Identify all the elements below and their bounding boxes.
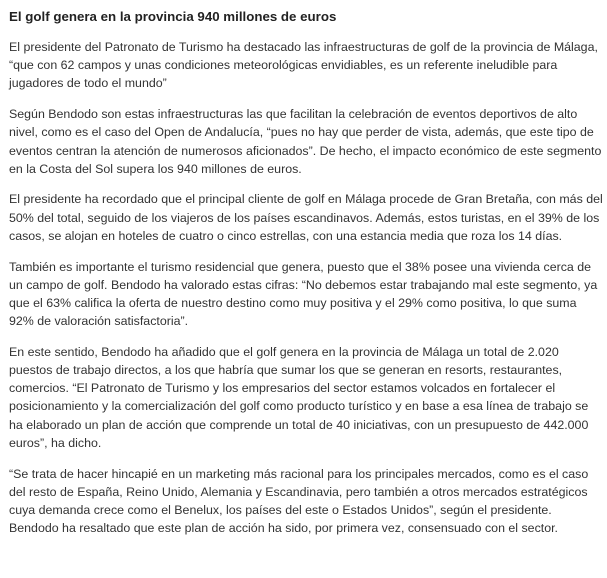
article-paragraph-4: También es importante el turismo residencial que genera, puesto que el 38% posee una vivienda cerca de un campo de golf. Bendodo ha valorado estas cifras: “No debemos estar trabajando mal este segmento, ya que el 63% califica la oferta de nuestro destino como muy positiva y el 29% como positiva, lo que suma 92% de valoración satisfactoria”. xyxy=(9,259,598,329)
article-paragraph-5: En este sentido, Bendodo ha añadido que el golf genera en la provincia de Málaga un total de 2.020 puestos de trabajo directos, a los que habría que sumar los que se generan en resorts, restaurantes, comercios. “El Patronato de Turismo y los empresarios del sector estamos volcados en fortalecer el posicionamiento y la comercialización del golf como producto turístico y en base a esa línea de trabajo se ha elaborado un plan de acción que comprende un total de 40 iniciativas, con un presupuesto de 442.000 euros”, ha dicho. xyxy=(9,344,589,450)
article-paragraph-3: El presidente ha recordado que el principal cliente de golf en Málaga procede de Gran Bretaña, con más del 50% del total, seguido de los viajeros de los países escandinavos. Además, estos turistas, en el 39% de los casos, se alojan en hoteles de cuatro o cinco estrellas, con una estancia media que roza los 14 días. xyxy=(9,192,603,243)
article xyxy=(9,8,603,550)
article-paragraph-2: Según Bendodo son estas infraestructuras las que facilitan la celebración de eventos deportivos de alto nivel, como es el caso del Open de Andalucía, “pues no hay que perder de vista, además, que este tipo de eventos centran la atención de numerosos aficionados”. De hecho, el impacto económico de este segmento en la Costa del Sol supera los 940 millones de euros. xyxy=(9,107,602,176)
article-paragraph-6: “Se trata de hacer hincapié en un marketing más racional para los principales mercados, como es el caso del resto de España, Reino Unido, Alemania y Escandinavia, pero también a otros mercados estratégicos cuya demanda crece como el Benelux, los países del este o Estados Unidos”, según el presidente. Bendodo ha resaltado que este plan de acción ha sido, por primera vez, consensuado con el sector. xyxy=(9,466,589,536)
article-title: El golf genera en la provincia 940 millones de euros xyxy=(9,9,337,24)
article-paragraph-1: El presidente del Patronato de Turismo ha destacado las infraestructuras de golf de la provincia de Málaga, “que con 62 campos y unas condiciones meteorológicas envidiables, es un referente ineludible para jugadores de todo el mundo” xyxy=(9,40,598,91)
